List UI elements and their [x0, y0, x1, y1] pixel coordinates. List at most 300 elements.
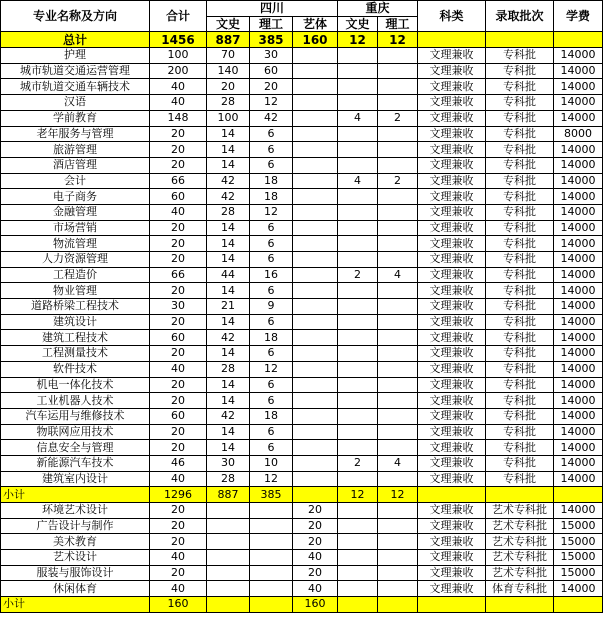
cell-batch: 专科批: [486, 267, 554, 283]
cell-fee: 14000: [554, 79, 603, 95]
header-cq-ligong: 理工: [378, 16, 418, 32]
header-batch: 录取批次: [486, 1, 554, 32]
cell-batch: 专科批: [486, 455, 554, 471]
cell-sc-lg: 6: [250, 314, 293, 330]
cell-total: 20: [150, 236, 207, 252]
cell-sc-ws: [207, 550, 250, 566]
cell-sc-lg: 6: [250, 252, 293, 268]
cell-subject: 文理兼收: [418, 157, 486, 173]
cell-batch: 艺术专科批: [486, 518, 554, 534]
cell-name: 老年服务与管理: [1, 126, 150, 142]
cell-name: 道路桥梁工程技术: [1, 299, 150, 315]
cell-fee: 14000: [554, 283, 603, 299]
cell-name: 工程造价: [1, 267, 150, 283]
cell-fee: 14000: [554, 142, 603, 158]
cell-sc-ws: 28: [207, 204, 250, 220]
cell-cq-lg: [378, 220, 418, 236]
cell-cq-ws: [338, 346, 378, 362]
subtotal-row: [1, 597, 603, 613]
cell-cq-lg: [378, 63, 418, 79]
cell-sc-ws: 140: [207, 63, 250, 79]
cell-batch: 专科批: [486, 377, 554, 393]
cell-cq-ws: [338, 63, 378, 79]
table-row: [1, 440, 603, 456]
subtotal-total: 160: [150, 597, 207, 613]
grand-total-sc-yiti: 160: [293, 32, 338, 48]
cell-sc-ws: 14: [207, 157, 250, 173]
cell-total: 60: [150, 330, 207, 346]
cell-total: 20: [150, 220, 207, 236]
cell-cq-ws: 4: [338, 110, 378, 126]
cell-batch: 专科批: [486, 314, 554, 330]
cell-subject: 文理兼收: [418, 252, 486, 268]
cell-cq-lg: [378, 126, 418, 142]
cell-sc-yt: [293, 377, 338, 393]
cell-sc-ws: 30: [207, 455, 250, 471]
cell-name: 建筑设计: [1, 314, 150, 330]
cell-sc-lg: [250, 503, 293, 519]
cell-cq-lg: [378, 377, 418, 393]
cell-sc-yt: [293, 236, 338, 252]
cell-cq-ws: [338, 424, 378, 440]
cell-cq-lg: [378, 189, 418, 205]
cell-sc-lg: 12: [250, 204, 293, 220]
cell-subject: 文理兼收: [418, 95, 486, 111]
cell-name: 汽车运用与维修技术: [1, 408, 150, 424]
cell-fee: 14000: [554, 267, 603, 283]
cell-name: 物联网应用技术: [1, 424, 150, 440]
cell-total: 20: [150, 565, 207, 581]
cell-total: 60: [150, 189, 207, 205]
cell-cq-lg: [378, 550, 418, 566]
cell-cq-ws: [338, 330, 378, 346]
cell-total: 20: [150, 283, 207, 299]
header-fee: 学费: [554, 1, 603, 32]
cell-sc-ws: 28: [207, 471, 250, 487]
table-row: [1, 314, 603, 330]
cell-sc-lg: 18: [250, 408, 293, 424]
cell-batch: 专科批: [486, 346, 554, 362]
cell-cq-lg: [378, 581, 418, 597]
subtotal-sc-yt: [293, 487, 338, 503]
table-row: [1, 471, 603, 487]
cell-sc-lg: 6: [250, 157, 293, 173]
cell-subject: 文理兼收: [418, 79, 486, 95]
cell-fee: 14000: [554, 236, 603, 252]
cell-cq-lg: 4: [378, 455, 418, 471]
table-row: [1, 393, 603, 409]
grand-total-cq-ligong: 12: [378, 32, 418, 48]
cell-fee: 14000: [554, 157, 603, 173]
table-row: [1, 157, 603, 173]
table-row: [1, 361, 603, 377]
cell-total: 200: [150, 63, 207, 79]
cell-name: 休闲体育: [1, 581, 150, 597]
cell-name: 广告设计与制作: [1, 518, 150, 534]
cell-cq-ws: [338, 581, 378, 597]
cell-subject: 文理兼收: [418, 204, 486, 220]
cell-sc-lg: 12: [250, 471, 293, 487]
cell-batch: 专科批: [486, 142, 554, 158]
cell-cq-lg: 4: [378, 267, 418, 283]
cell-batch: 专科批: [486, 189, 554, 205]
cell-cq-lg: [378, 283, 418, 299]
table-body: [1, 32, 603, 612]
cell-sc-lg: 6: [250, 377, 293, 393]
cell-fee: 14000: [554, 314, 603, 330]
cell-name: 市场营销: [1, 220, 150, 236]
table-row: [1, 189, 603, 205]
table-row: [1, 455, 603, 471]
cell-cq-lg: [378, 346, 418, 362]
cell-subject: 文理兼收: [418, 48, 486, 64]
cell-cq-ws: [338, 393, 378, 409]
cell-cq-ws: [338, 299, 378, 315]
cell-cq-ws: [338, 189, 378, 205]
cell-fee: 14000: [554, 95, 603, 111]
table-row: [1, 283, 603, 299]
cell-sc-lg: [250, 565, 293, 581]
cell-batch: 专科批: [486, 424, 554, 440]
cell-total: 40: [150, 204, 207, 220]
cell-total: 40: [150, 550, 207, 566]
cell-total: 20: [150, 126, 207, 142]
cell-fee: 14000: [554, 503, 603, 519]
cell-batch: 体育专科批: [486, 581, 554, 597]
table-row: [1, 377, 603, 393]
cell-total: 40: [150, 95, 207, 111]
cell-cq-ws: [338, 142, 378, 158]
cell-fee: 14000: [554, 299, 603, 315]
cell-batch: 专科批: [486, 236, 554, 252]
cell-sc-yt: [293, 283, 338, 299]
cell-batch: 专科批: [486, 126, 554, 142]
cell-subject: 文理兼收: [418, 330, 486, 346]
cell-sc-ws: [207, 581, 250, 597]
cell-cq-ws: [338, 377, 378, 393]
cell-subject: 文理兼收: [418, 393, 486, 409]
subtotal-cq-ws: [338, 597, 378, 613]
cell-fee: 14000: [554, 455, 603, 471]
cell-cq-ws: [338, 220, 378, 236]
cell-sc-ws: 14: [207, 283, 250, 299]
cell-cq-ws: [338, 471, 378, 487]
cell-subject: 文理兼收: [418, 361, 486, 377]
table-row: [1, 299, 603, 315]
cell-sc-lg: 6: [250, 440, 293, 456]
cell-sc-lg: 60: [250, 63, 293, 79]
cell-name: 护理: [1, 48, 150, 64]
cell-cq-lg: [378, 95, 418, 111]
cell-name: 会计: [1, 173, 150, 189]
cell-sc-yt: 20: [293, 534, 338, 550]
cell-fee: 14000: [554, 189, 603, 205]
cell-subject: 文理兼收: [418, 377, 486, 393]
cell-sc-yt: [293, 393, 338, 409]
header-major: 专业名称及方向: [1, 1, 150, 32]
cell-batch: 专科批: [486, 299, 554, 315]
cell-fee: 15000: [554, 518, 603, 534]
grand-total-sc-ligong: 385: [250, 32, 293, 48]
cell-sc-yt: [293, 330, 338, 346]
cell-cq-ws: [338, 126, 378, 142]
table-row: [1, 79, 603, 95]
cell-sc-yt: [293, 142, 338, 158]
cell-sc-yt: 40: [293, 550, 338, 566]
cell-sc-yt: [293, 157, 338, 173]
cell-fee: 14000: [554, 377, 603, 393]
cell-subject: 文理兼收: [418, 189, 486, 205]
cell-total: 66: [150, 267, 207, 283]
cell-sc-lg: 20: [250, 79, 293, 95]
grand-total-value: 1456: [150, 32, 207, 48]
cell-total: 40: [150, 79, 207, 95]
cell-cq-lg: [378, 408, 418, 424]
cell-fee: 14000: [554, 110, 603, 126]
cell-sc-ws: 100: [207, 110, 250, 126]
cell-fee: 14000: [554, 346, 603, 362]
cell-total: 20: [150, 503, 207, 519]
cell-sc-yt: 40: [293, 581, 338, 597]
cell-sc-lg: 6: [250, 220, 293, 236]
header-cq-wenshi: 文史: [338, 16, 378, 32]
table-row: [1, 48, 603, 64]
cell-total: 40: [150, 581, 207, 597]
grand-total-label: 总计: [1, 32, 150, 48]
cell-name: 工业机器人技术: [1, 393, 150, 409]
cell-cq-ws: 2: [338, 267, 378, 283]
cell-batch: 专科批: [486, 471, 554, 487]
cell-sc-yt: [293, 110, 338, 126]
cell-sc-ws: 14: [207, 252, 250, 268]
cell-total: 20: [150, 534, 207, 550]
cell-fee: 8000: [554, 126, 603, 142]
cell-subject: 文理兼收: [418, 424, 486, 440]
cell-sc-ws: [207, 503, 250, 519]
cell-sc-ws: 14: [207, 142, 250, 158]
cell-batch: 专科批: [486, 408, 554, 424]
cell-sc-yt: 20: [293, 565, 338, 581]
cell-cq-lg: [378, 440, 418, 456]
cell-name: 金融管理: [1, 204, 150, 220]
cell-subject: 文理兼收: [418, 534, 486, 550]
cell-total: 20: [150, 377, 207, 393]
cell-cq-lg: [378, 393, 418, 409]
cell-sc-ws: 14: [207, 220, 250, 236]
cell-subject: 文理兼收: [418, 408, 486, 424]
cell-name: 物流管理: [1, 236, 150, 252]
cell-sc-ws: 70: [207, 48, 250, 64]
cell-fee: 14000: [554, 173, 603, 189]
table-row: [1, 95, 603, 111]
cell-cq-lg: [378, 518, 418, 534]
subtotal-sc-lg: [250, 597, 293, 613]
cell-cq-ws: [338, 518, 378, 534]
cell-name: 美术教育: [1, 534, 150, 550]
cell-subject: 文理兼收: [418, 581, 486, 597]
cell-sc-yt: [293, 314, 338, 330]
cell-cq-lg: [378, 534, 418, 550]
cell-fee: 14000: [554, 440, 603, 456]
cell-cq-ws: 4: [338, 173, 378, 189]
cell-name: 软件技术: [1, 361, 150, 377]
cell-cq-lg: [378, 48, 418, 64]
table-row: [1, 173, 603, 189]
header-sichuan: 四川: [207, 1, 338, 17]
table-row: [1, 346, 603, 362]
cell-sc-ws: 42: [207, 330, 250, 346]
subtotal-cq-lg: 12: [378, 487, 418, 503]
cell-batch: 专科批: [486, 393, 554, 409]
cell-fee: 14000: [554, 330, 603, 346]
cell-fee: 14000: [554, 204, 603, 220]
cell-sc-yt: [293, 408, 338, 424]
table-row: [1, 142, 603, 158]
cell-sc-ws: 28: [207, 95, 250, 111]
cell-sc-ws: [207, 518, 250, 534]
cell-sc-lg: 6: [250, 236, 293, 252]
table-row: [1, 408, 603, 424]
cell-sc-ws: [207, 565, 250, 581]
cell-total: 30: [150, 299, 207, 315]
cell-cq-ws: [338, 48, 378, 64]
cell-sc-yt: [293, 252, 338, 268]
cell-cq-lg: [378, 314, 418, 330]
cell-name: 建筑室内设计: [1, 471, 150, 487]
cell-sc-lg: 18: [250, 330, 293, 346]
cell-cq-lg: [378, 157, 418, 173]
subtotal-label: 小计: [1, 597, 150, 613]
cell-cq-lg: [378, 330, 418, 346]
cell-name: 建筑工程技术: [1, 330, 150, 346]
table-row: [1, 236, 603, 252]
cell-cq-ws: [338, 314, 378, 330]
cell-fee: 15000: [554, 534, 603, 550]
cell-total: 40: [150, 471, 207, 487]
header-total: 合计: [150, 1, 207, 32]
cell-sc-yt: [293, 267, 338, 283]
cell-subject: 文理兼收: [418, 236, 486, 252]
cell-cq-lg: [378, 471, 418, 487]
table-row: [1, 424, 603, 440]
cell-batch: 艺术专科批: [486, 503, 554, 519]
cell-cq-ws: [338, 565, 378, 581]
cell-sc-lg: 6: [250, 142, 293, 158]
cell-cq-ws: [338, 252, 378, 268]
cell-total: 60: [150, 408, 207, 424]
cell-fee: 14000: [554, 252, 603, 268]
cell-batch: 专科批: [486, 361, 554, 377]
cell-batch: 专科批: [486, 157, 554, 173]
cell-cq-lg: [378, 361, 418, 377]
cell-sc-lg: [250, 581, 293, 597]
table-row: [1, 267, 603, 283]
cell-sc-ws: 14: [207, 424, 250, 440]
cell-subject: 文理兼收: [418, 314, 486, 330]
cell-fee: 14000: [554, 408, 603, 424]
cell-sc-yt: [293, 79, 338, 95]
cell-name: 服装与服饰设计: [1, 565, 150, 581]
cell-sc-yt: [293, 299, 338, 315]
cell-cq-ws: [338, 408, 378, 424]
subtotal-sc-lg: 385: [250, 487, 293, 503]
cell-batch: 专科批: [486, 283, 554, 299]
cell-sc-lg: 6: [250, 424, 293, 440]
cell-cq-ws: [338, 503, 378, 519]
cell-sc-ws: 42: [207, 189, 250, 205]
cell-cq-ws: [338, 79, 378, 95]
cell-sc-yt: [293, 173, 338, 189]
table-row: [1, 565, 603, 581]
cell-batch: 专科批: [486, 220, 554, 236]
subtotal-label: 小计: [1, 487, 150, 503]
cell-cq-lg: [378, 424, 418, 440]
cell-total: 20: [150, 157, 207, 173]
cell-name: 艺术设计: [1, 550, 150, 566]
cell-total: 20: [150, 393, 207, 409]
cell-name: 城市轨道交通车辆技术: [1, 79, 150, 95]
table-row: [1, 550, 603, 566]
cell-subject: 文理兼收: [418, 471, 486, 487]
cell-name: 信息安全与管理: [1, 440, 150, 456]
cell-fee: 15000: [554, 565, 603, 581]
cell-sc-lg: [250, 534, 293, 550]
cell-total: 20: [150, 424, 207, 440]
grand-total-row: [1, 32, 603, 48]
table-row: [1, 503, 603, 519]
header-sc-yiti: 艺体: [293, 16, 338, 32]
cell-cq-lg: [378, 204, 418, 220]
cell-sc-ws: 14: [207, 440, 250, 456]
cell-batch: 专科批: [486, 440, 554, 456]
cell-fee: 14000: [554, 393, 603, 409]
cell-name: 学前教育: [1, 110, 150, 126]
grand-total-sc-wenshi: 887: [207, 32, 250, 48]
cell-cq-ws: [338, 361, 378, 377]
cell-total: 20: [150, 518, 207, 534]
cell-sc-lg: 18: [250, 189, 293, 205]
cell-fee: 14000: [554, 424, 603, 440]
cell-sc-ws: 14: [207, 346, 250, 362]
cell-sc-lg: 6: [250, 283, 293, 299]
header-chongqing: 重庆: [338, 1, 418, 17]
cell-fee: 14000: [554, 581, 603, 597]
cell-total: 20: [150, 252, 207, 268]
cell-name: 新能源汽车技术: [1, 455, 150, 471]
cell-cq-lg: 2: [378, 173, 418, 189]
cell-sc-yt: [293, 471, 338, 487]
cell-cq-ws: [338, 204, 378, 220]
cell-batch: 专科批: [486, 95, 554, 111]
cell-name: 汉语: [1, 95, 150, 111]
cell-batch: 专科批: [486, 173, 554, 189]
cell-batch: 艺术专科批: [486, 565, 554, 581]
table-row: [1, 330, 603, 346]
header-subject: 科类: [418, 1, 486, 32]
cell-cq-lg: [378, 252, 418, 268]
cell-sc-lg: [250, 550, 293, 566]
grand-total-cq-wenshi: 12: [338, 32, 378, 48]
cell-total: 20: [150, 142, 207, 158]
cell-subject: 文理兼收: [418, 550, 486, 566]
cell-sc-lg: 16: [250, 267, 293, 283]
cell-sc-ws: 21: [207, 299, 250, 315]
cell-subject: 文理兼收: [418, 518, 486, 534]
cell-sc-yt: [293, 346, 338, 362]
table-row: [1, 126, 603, 142]
cell-sc-yt: [293, 95, 338, 111]
cell-subject: 文理兼收: [418, 126, 486, 142]
